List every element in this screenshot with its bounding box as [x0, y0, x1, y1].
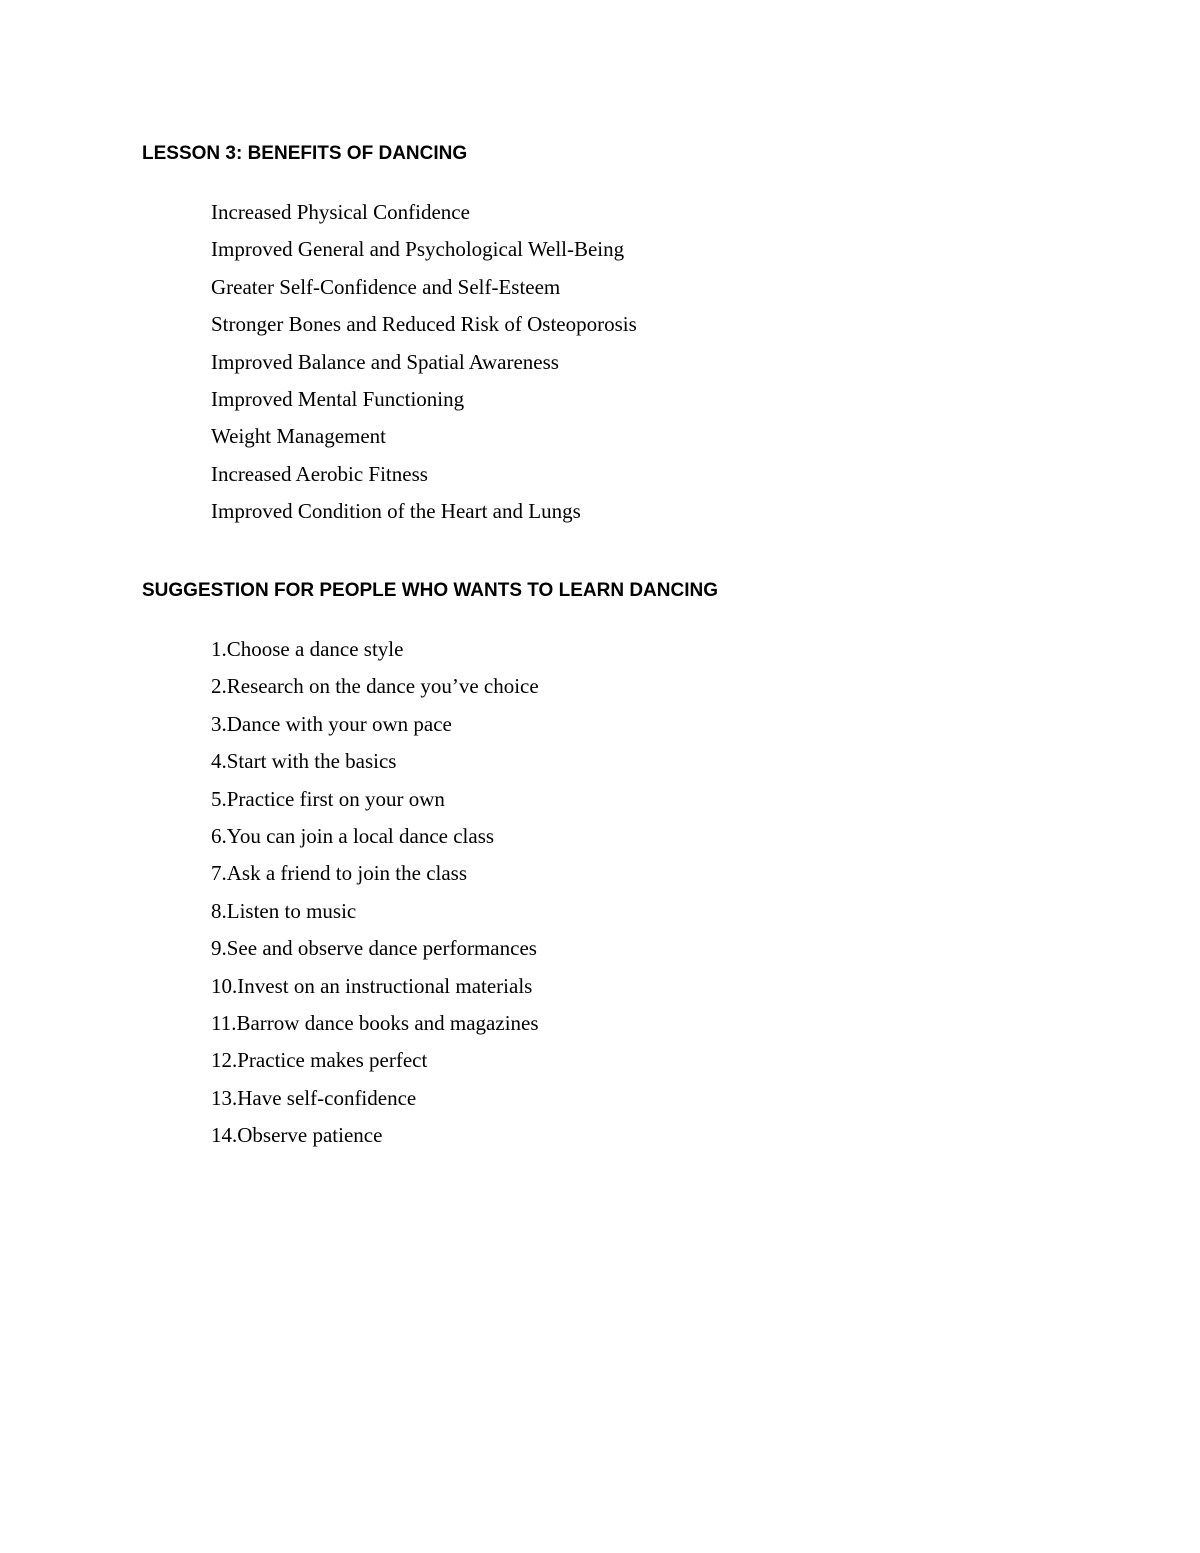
list-item: Weight Management [211, 424, 387, 449]
list-item: 1.Choose a dance style [211, 637, 404, 661]
list-item: 12.Practice makes perfect [211, 1048, 428, 1073]
list-item: Improved Balance and Spatial Awareness [211, 349, 559, 374]
list-item: 10.Invest on an instructional materials [211, 973, 533, 998]
list-item: 9.See and observe dance performances [211, 936, 537, 961]
list-item: 7.Ask a friend to join the class [211, 861, 468, 886]
list-item: Increased Physical Confidence [211, 200, 470, 224]
list-item: Improved Condition of the Heart and Lungs [211, 499, 581, 524]
list-item: Increased Aerobic Fitness [211, 461, 428, 486]
suggestions-title: SUGGESTION FOR PEOPLE WHO WANTS TO LEARN DANCING [142, 580, 719, 601]
list-item: 8.Listen to music [211, 898, 357, 923]
list-item: 2.Research on the dance you’ve choice [211, 674, 539, 699]
lesson-title: LESSON 3: BENEFITS OF DANCING [142, 143, 468, 164]
list-item: Greater Self-Confidence and Self-Esteem [211, 274, 561, 299]
list-item: 11.Barrow dance books and magazines [211, 1011, 539, 1036]
list-item: 14.Observe patience [211, 1123, 383, 1148]
list-item: Improved Mental Functioning [211, 387, 465, 412]
list-item: 5.Practice first on your own [211, 786, 445, 811]
list-item: Stronger Bones and Reduced Risk of Osteoporosis [211, 312, 637, 337]
list-item: 6.You can join a local dance class [211, 824, 495, 849]
list-item: Improved General and Psychological Well-Being [211, 237, 625, 262]
benefits-list [211, 194, 637, 531]
list-item: 13.Have self-confidence [211, 1085, 417, 1110]
list-item: 3.Dance with your own pace [211, 711, 452, 736]
list-item: 4.Start with the basics [211, 749, 397, 774]
suggestions-list [211, 631, 539, 1155]
